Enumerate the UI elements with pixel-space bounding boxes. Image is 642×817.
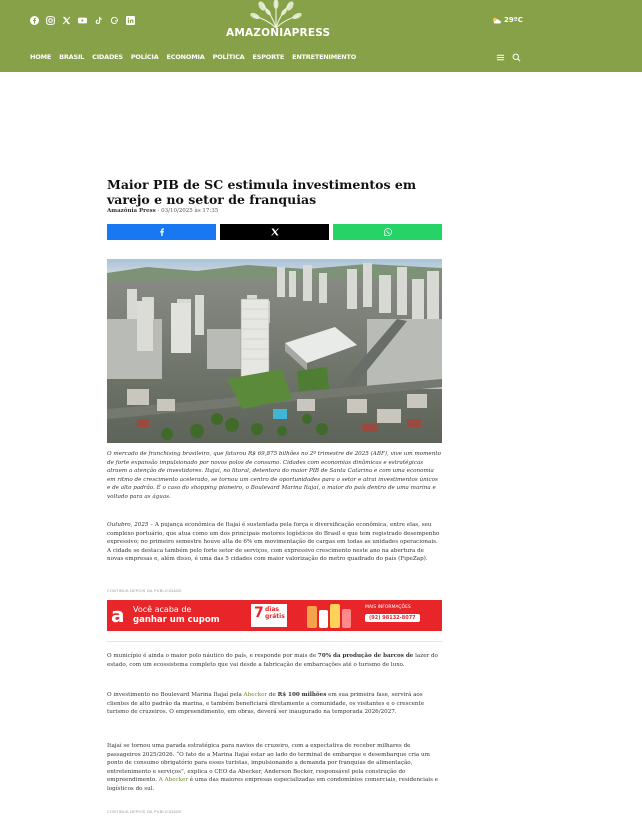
share-bar <box>107 224 442 240</box>
aerial-city-photo <box>107 259 442 443</box>
paragraph-text: de <box>267 692 278 698</box>
nav-brasil[interactable]: BRASIL <box>59 53 85 61</box>
site-logo[interactable] <box>226 0 331 46</box>
facebook-icon[interactable] <box>30 16 39 25</box>
threads-icon[interactable] <box>110 16 119 25</box>
abecker-link-2[interactable]: A Abecker <box>158 777 189 784</box>
article-author[interactable]: Amazônia Press <box>107 208 156 214</box>
article-paragraph <box>107 742 442 794</box>
nav-cidades[interactable]: CIDADES <box>92 53 123 61</box>
nav-policia[interactable]: POLÍCIA <box>130 53 159 61</box>
paragraph-text: O investimento no Boulevard Marina Itajaí pela <box>107 692 244 698</box>
partly-cloudy-icon <box>492 17 501 24</box>
paragraph-text: Itajaí se tornou uma parada estratégica para navios de cruzeiro, com a expectativa de receber milhares de passageiros 2025/2026. “O fato de a Marina Itajaí estar ao lado do terminal de embarque e desembarque cria um ponto de consumo obrigatório para esses turistas, impulsionando a demanda por franquias de alimentação, entretenimento e serviços”, explica o CEO da Abecker, Anderson Becker, responsável pela construção do empreendimento. <box>107 743 430 784</box>
article-date: - 03/10/2025 às 17:35 <box>155 208 219 214</box>
nav-entretenimento[interactable]: ENTRETENIMENTO <box>292 53 357 61</box>
paragraph-text: O município é ainda o maior polo náutico do país, e responde por mais de <box>107 653 318 659</box>
article-photo <box>107 259 442 443</box>
nav-tools <box>496 53 521 62</box>
main-nav <box>30 53 356 61</box>
ad-days-box <box>251 604 287 627</box>
abecker-link[interactable]: Abecker <box>243 692 268 698</box>
ad-days-free: grátis <box>265 613 285 620</box>
ad-label: CONTINUA DEPOIS DA PUBLICIDADE <box>107 588 182 593</box>
site-header <box>0 0 642 72</box>
weather-widget <box>492 16 523 24</box>
photo-caption: O mercado de franchising brasileiro, que faturou R$ 69,875 bilhões no 2º trimestre de 2025 (ABF), vive um momento de forte expansão impulsionado por novos polos de consumo. Cidades com economias dinâmicas e estratégicas atraem a atenção de investidores. Itajaí, no litoral, detentora do maior PIB de Santa Catarina e com uma economia em ritmo de crescimento acelerado, se tornou um centro de oportunidades para o setor e atrai investimentos únicos e de alto padrão. É o caso do shopping pioneiro, o Boulevard Marina Itajaí, o maior do país dentro de uma marina e voltado para as águas. <box>107 451 441 500</box>
paragraph-text: é uma das maiores empresas especializadas em condomínios comerciais, residenciais e logísticos do sul. <box>107 777 439 792</box>
ad-days-number: 7 <box>254 605 264 621</box>
facebook-icon <box>158 228 166 236</box>
nav-economia[interactable]: ECONOMIA <box>166 53 205 61</box>
paragraph-bold: R$ 100 milhões <box>277 692 327 698</box>
linkedin-icon[interactable] <box>126 16 135 25</box>
ad-days-word: dias <box>265 606 279 613</box>
tiktok-icon[interactable] <box>94 16 103 25</box>
share-whatsapp-button[interactable] <box>333 224 442 240</box>
paragraph-text: lazer do estado, com um ecossistema completo que vai desde a fabricação de embarcações até o turismo de luxo. <box>107 653 438 668</box>
temperature: 29ºC <box>504 16 523 24</box>
ad-label-2: CONTINUA DEPOIS DA PUBLICIDADE <box>107 809 182 814</box>
menu-icon[interactable] <box>496 53 505 62</box>
ad-info-label: MAIS INFORMAÇÕES <box>365 605 411 610</box>
share-facebook-button[interactable] <box>107 224 216 240</box>
ad-phone[interactable]: (92) 98132-8077 <box>365 614 420 622</box>
social-links <box>30 16 135 25</box>
article-meta <box>107 208 442 214</box>
article-paragraph <box>107 521 442 564</box>
article-paragraph <box>107 691 442 717</box>
dateline: Outubro, 2025 <box>107 522 149 528</box>
x-icon[interactable] <box>62 16 71 25</box>
ad-line1: Você acaba de <box>133 605 192 614</box>
divider <box>107 641 442 642</box>
logo-text: AMAZONIAPRESS <box>226 27 331 39</box>
youtube-icon[interactable] <box>78 16 87 25</box>
whatsapp-icon <box>384 228 392 236</box>
instagram-icon[interactable] <box>46 16 55 25</box>
ad-logo: a <box>111 603 125 627</box>
nav-politica[interactable]: POLÍTICA <box>212 53 245 61</box>
paragraph-text: em sua primeira fase, servirá aos clientes de alto padrão da marina, e também beneficiará diretamente a comunidade, os visitantes e o crescente turismo de cruzeiros. O empreendimento, em obras, deverá ser inaugurado na temporada 2026/2027. <box>107 692 425 716</box>
nav-home[interactable]: HOME <box>30 53 52 61</box>
paragraph-bold: 70% da produção de barcos de <box>317 653 414 659</box>
ad-line2: ganhar um cupom <box>133 615 220 625</box>
article-title: Maior PIB de SC estimula investimentos em varejo e no setor de franquias <box>107 177 417 207</box>
x-icon <box>271 228 279 236</box>
nav-esporte[interactable]: ESPORTE <box>252 53 285 61</box>
leaf-logo-icon <box>226 0 326 30</box>
paragraph-text: – A pujança econômica de Itajaí é sustentada pela força e diversificação econômica, entre elas, seu complexo portuário, que atua como um dos principais motores logísticos do Brasil e que tem registrado desempenho expressivo; no primeiro semestre houve alta de 6% em movimentação de cargas em todas as unidades operacionais. A cidade se destaca também pelo forte setor de serviços, com expressivo crescimento neste ano na abertura de novas empresas e, além disso, é uma das 5 cidades com maior valorização do metro quadrado do país (FipeZap). <box>107 522 440 563</box>
share-x-button[interactable] <box>220 224 329 240</box>
ad-banner[interactable] <box>107 600 442 631</box>
search-icon[interactable] <box>512 53 521 62</box>
article-paragraph <box>107 652 442 669</box>
ad-products-image <box>303 600 357 631</box>
